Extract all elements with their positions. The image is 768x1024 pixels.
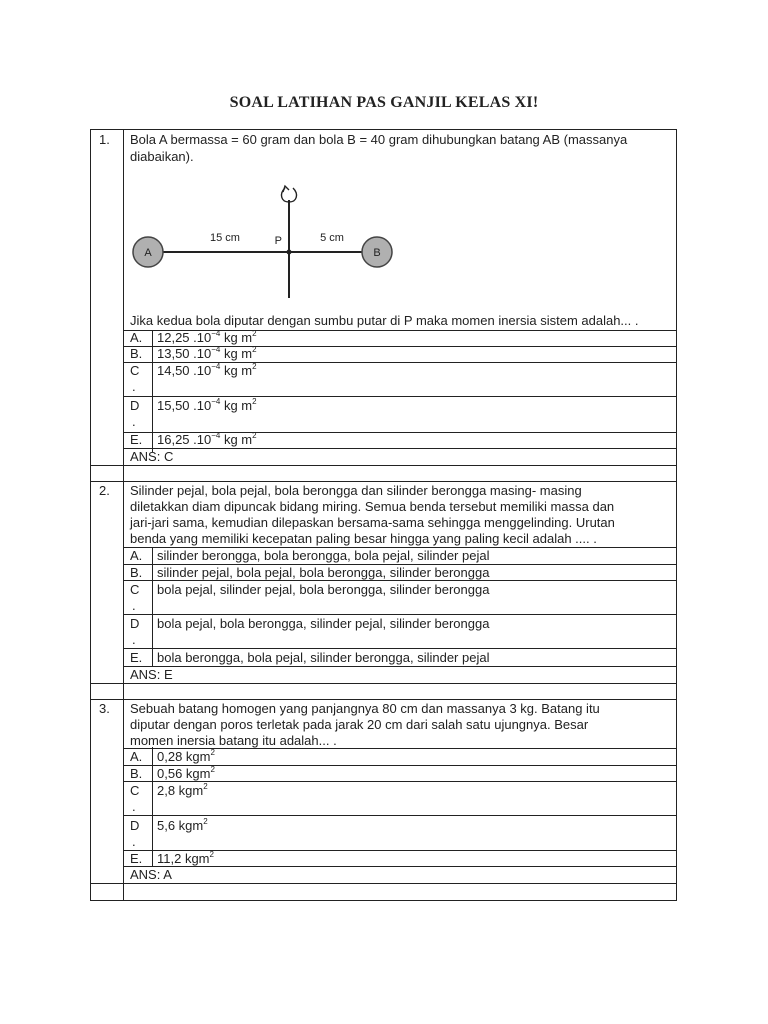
- question-table: [90, 129, 677, 901]
- pivot-point: [287, 250, 292, 255]
- option-letter: B.: [130, 766, 143, 781]
- option-text[interactable]: 5,6 kgm$^2$: [157, 816, 208, 833]
- option-text[interactable]: 13,50 $.10^{-4}$ kg $m^2$: [157, 344, 257, 361]
- option-letter-dot: .: [132, 799, 136, 814]
- option-text[interactable]: bola berongga, bola pejal, silinder berongga, silinder pejal: [157, 650, 490, 665]
- option-letter: B.: [130, 346, 143, 361]
- option-text[interactable]: 16,25 $.10^{-4}$ kg $m^2$: [157, 430, 257, 447]
- option-letter-dot: .: [132, 598, 136, 613]
- right-length-label: 5 cm: [320, 232, 344, 244]
- row-divider: [123, 666, 676, 667]
- option-letter: D: [130, 398, 140, 413]
- question-stem: diabaikan).: [130, 149, 194, 164]
- option-letter: A.: [130, 330, 143, 345]
- option-letter-dot: .: [132, 632, 136, 647]
- option-letter: D: [130, 616, 140, 631]
- option-text[interactable]: silinder pejal, bola pejal, bola berongga, silinder berongga: [157, 565, 490, 580]
- column-divider: [123, 130, 124, 901]
- option-letter-divider: [152, 547, 153, 667]
- question-stem: Silinder pejal, bola pejal, bola berongga dan silinder berongga masing- masing: [130, 483, 582, 498]
- option-letter-dot: .: [132, 834, 136, 849]
- row-divider: [91, 883, 676, 884]
- option-letter: B.: [130, 565, 143, 580]
- page-title: SOAL LATIHAN PAS GANJIL KELAS XI!: [229, 94, 539, 111]
- option-text[interactable]: 2,8 kgm$^2$: [157, 781, 208, 798]
- option-letter-divider: [152, 330, 153, 452]
- question-number: 2.: [99, 483, 110, 498]
- question-stem: jari-jari sama, kemudian dilepaskan bersama-sama sehingga menggelinding. Urutan: [130, 515, 615, 530]
- answer-key: ANS: C: [130, 449, 174, 464]
- option-text[interactable]: 15,50 $.10^{-4}$ kg $m^2$: [157, 396, 257, 413]
- left-length-label: 15 cm: [210, 232, 240, 244]
- question-number: 3.: [99, 701, 110, 716]
- question-stem: diletakkan diam dipuncak bidang miring. Semua benda tersebut memiliki massa dan: [130, 499, 615, 514]
- option-text[interactable]: bola pejal, bola berongga, silinder pejal, silinder berongga: [157, 616, 490, 631]
- row-divider: [123, 815, 676, 816]
- option-letter: C: [130, 783, 140, 798]
- option-letter: E.: [130, 650, 143, 665]
- option-text[interactable]: 14,50 $.10^{-4}$ kg $m^2$: [157, 361, 257, 378]
- rod-diagram: [129, 180, 409, 300]
- option-text[interactable]: 11,2 kgm$^2$: [157, 849, 214, 866]
- question-stem: Sebuah batang homogen yang panjangnya 80 cm dan massanya 3 kg. Batang itu: [130, 701, 600, 716]
- question-number: 1.: [99, 132, 110, 147]
- option-text[interactable]: 0,28 kgm$^2$: [157, 747, 215, 764]
- option-letter-dot: .: [132, 414, 136, 429]
- option-letter: E.: [130, 851, 143, 866]
- question-prompt: Jika kedua bola diputar dengan sumbu putar di P maka momen inersia sistem adalah... .: [130, 313, 639, 328]
- row-divider: [123, 448, 676, 449]
- pivot-label: P: [274, 235, 282, 247]
- option-letter: A.: [130, 749, 143, 764]
- option-text[interactable]: bola pejal, silinder pejal, bola berongga, silinder berongga: [157, 582, 490, 597]
- question-stem: momen inersia batang itu adalah... .: [130, 733, 337, 748]
- row-divider: [123, 648, 676, 649]
- answer-key: ANS: E: [130, 667, 173, 682]
- ball-a-label: A: [144, 247, 152, 259]
- option-letter: A.: [130, 548, 143, 563]
- row-divider: [91, 683, 676, 684]
- row-divider: [91, 481, 676, 482]
- option-letter: E.: [130, 432, 143, 447]
- row-divider: [91, 465, 676, 466]
- option-letter-dot: .: [132, 379, 136, 394]
- question-stem: Bola A bermassa = 60 gram dan bola B = 40 gram dihubungkan batang AB (massanya: [130, 132, 628, 147]
- ball-b-label: B: [373, 247, 381, 259]
- option-letter: C: [130, 363, 140, 378]
- question-stem: benda yang memiliki kecepatan paling besar hingga yang paling kecil adalah .... .: [130, 531, 597, 546]
- row-divider: [123, 614, 676, 615]
- option-text[interactable]: 12,25 $.10^{-4}$ kg $m^2$: [157, 328, 257, 345]
- question-stem: diputar dengan poros terletak pada jarak 20 cm dari salah satu ujungnya. Besar: [130, 717, 589, 732]
- row-divider: [123, 396, 676, 397]
- row-divider: [91, 699, 676, 700]
- option-letter: D: [130, 818, 140, 833]
- option-text[interactable]: 0,56 kgm$^2$: [157, 764, 215, 781]
- option-letter: C: [130, 582, 140, 597]
- answer-key: ANS: A: [130, 867, 172, 882]
- option-text[interactable]: silinder berongga, bola berongga, bola pejal, silinder pejal: [157, 548, 490, 563]
